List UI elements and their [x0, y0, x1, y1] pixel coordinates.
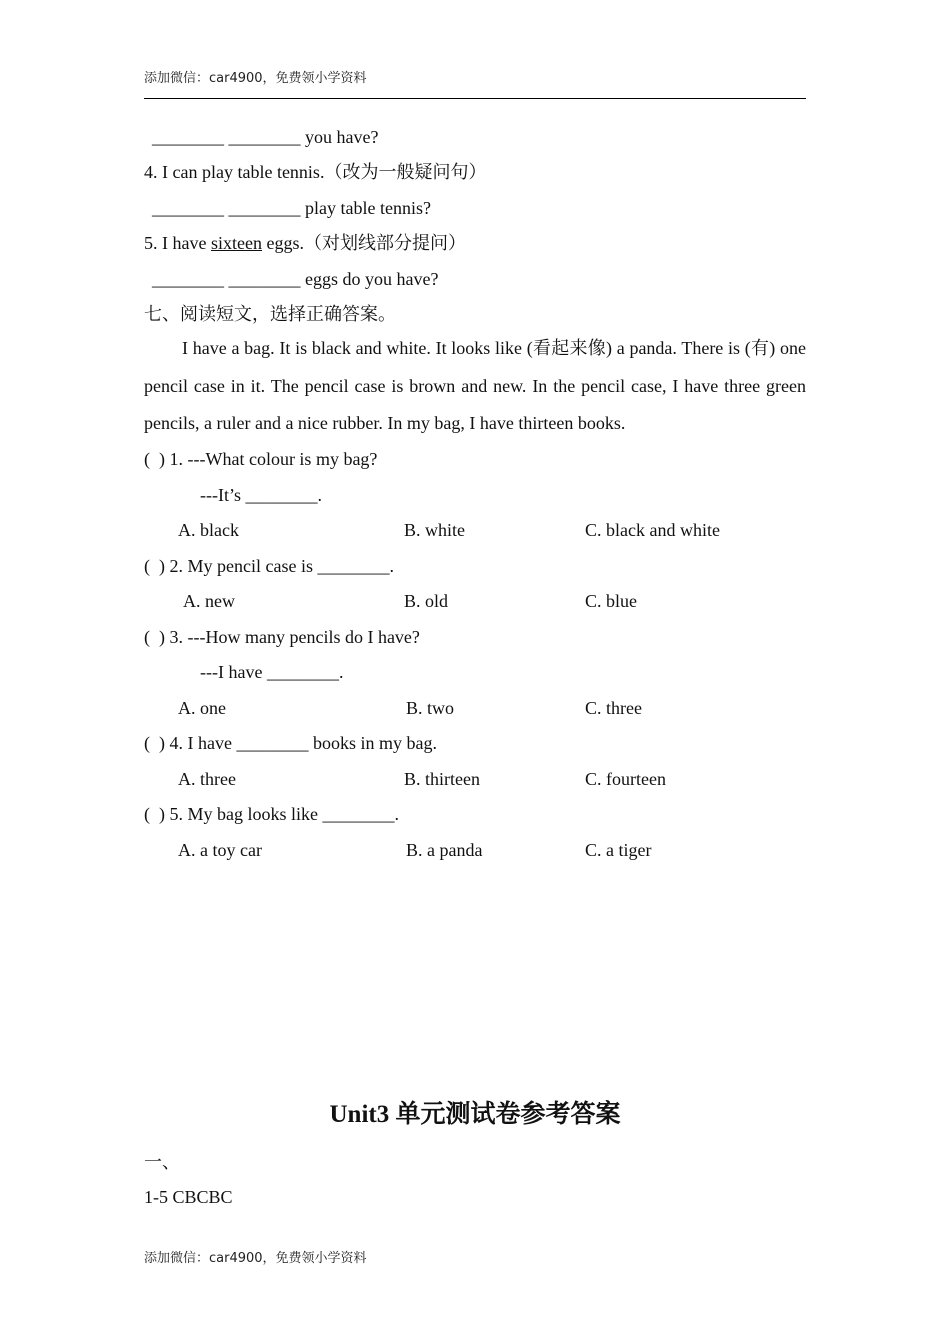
option-4b: B. thirteen — [404, 769, 480, 789]
question-3: ( ) 3. ---How many pencils do I have? — [144, 627, 420, 647]
question-4: 4. I can play table tennis.（改为一般疑问句） — [144, 162, 487, 182]
section-7-heading: 七、阅读短文，选择正确答案。 — [144, 304, 396, 324]
option-1a: A. black — [178, 520, 239, 540]
question-5: 5. I have sixteen eggs.（对划线部分提问） — [144, 233, 466, 253]
option-1c: C. black and white — [585, 520, 720, 540]
answer-key-title: Unit3 单元测试卷参考答案 — [329, 1101, 621, 1128]
option-2b: B. old — [404, 591, 449, 611]
page-footer: 添加微信：car4900，免费领小学资料 — [144, 1251, 367, 1266]
question-4-reading: ( ) 4. I have ________ books in my bag. — [144, 733, 437, 753]
option-3c: C. three — [585, 698, 642, 718]
option-1b: B. white — [404, 520, 465, 540]
option-3a: A. one — [178, 698, 226, 718]
underlined-word: sixteen — [210, 233, 262, 253]
option-4a: A. three — [178, 769, 236, 789]
question-1-sub: ---It’s ________. — [200, 485, 322, 505]
option-2a: A. new — [183, 591, 235, 611]
option-5b: B. a panda — [406, 840, 483, 860]
option-4c: C. fourteen — [585, 769, 666, 789]
option-5c: C. a tiger — [585, 840, 652, 860]
blank-line-3: ________ ________ you have? — [152, 127, 379, 147]
page-header: 添加微信：car4900，免费领小学资料 — [144, 71, 367, 86]
answer-part-1-values: 1-5 CBCBC — [144, 1187, 233, 1207]
question-1: ( ) 1. ---What colour is my bag? — [144, 449, 378, 469]
blank-line-4: ________ ________ play table tennis? — [152, 198, 431, 218]
option-2c: C. blue — [585, 591, 637, 611]
blank-line-5: ________ ________ eggs do you have? — [152, 269, 439, 289]
question-5-reading: ( ) 5. My bag looks like ________. — [144, 804, 399, 824]
header-divider — [144, 98, 806, 99]
reading-passage: I have a bag. It is black and white. It looks like (看起来像) a panda. There is (有) one pencil case in it. The pencil case is brown and new. In the pencil case, I have three green pencils, a ruler and a nice rubber. In my bag, I have thirteen books. — [144, 338, 806, 433]
option-5a: A. a toy car — [178, 840, 262, 860]
question-3-sub: ---I have ________. — [200, 662, 344, 682]
option-3b: B. two — [406, 698, 455, 718]
question-2: ( ) 2. My pencil case is ________. — [144, 556, 394, 576]
answer-part-1: 一、 — [144, 1152, 180, 1172]
